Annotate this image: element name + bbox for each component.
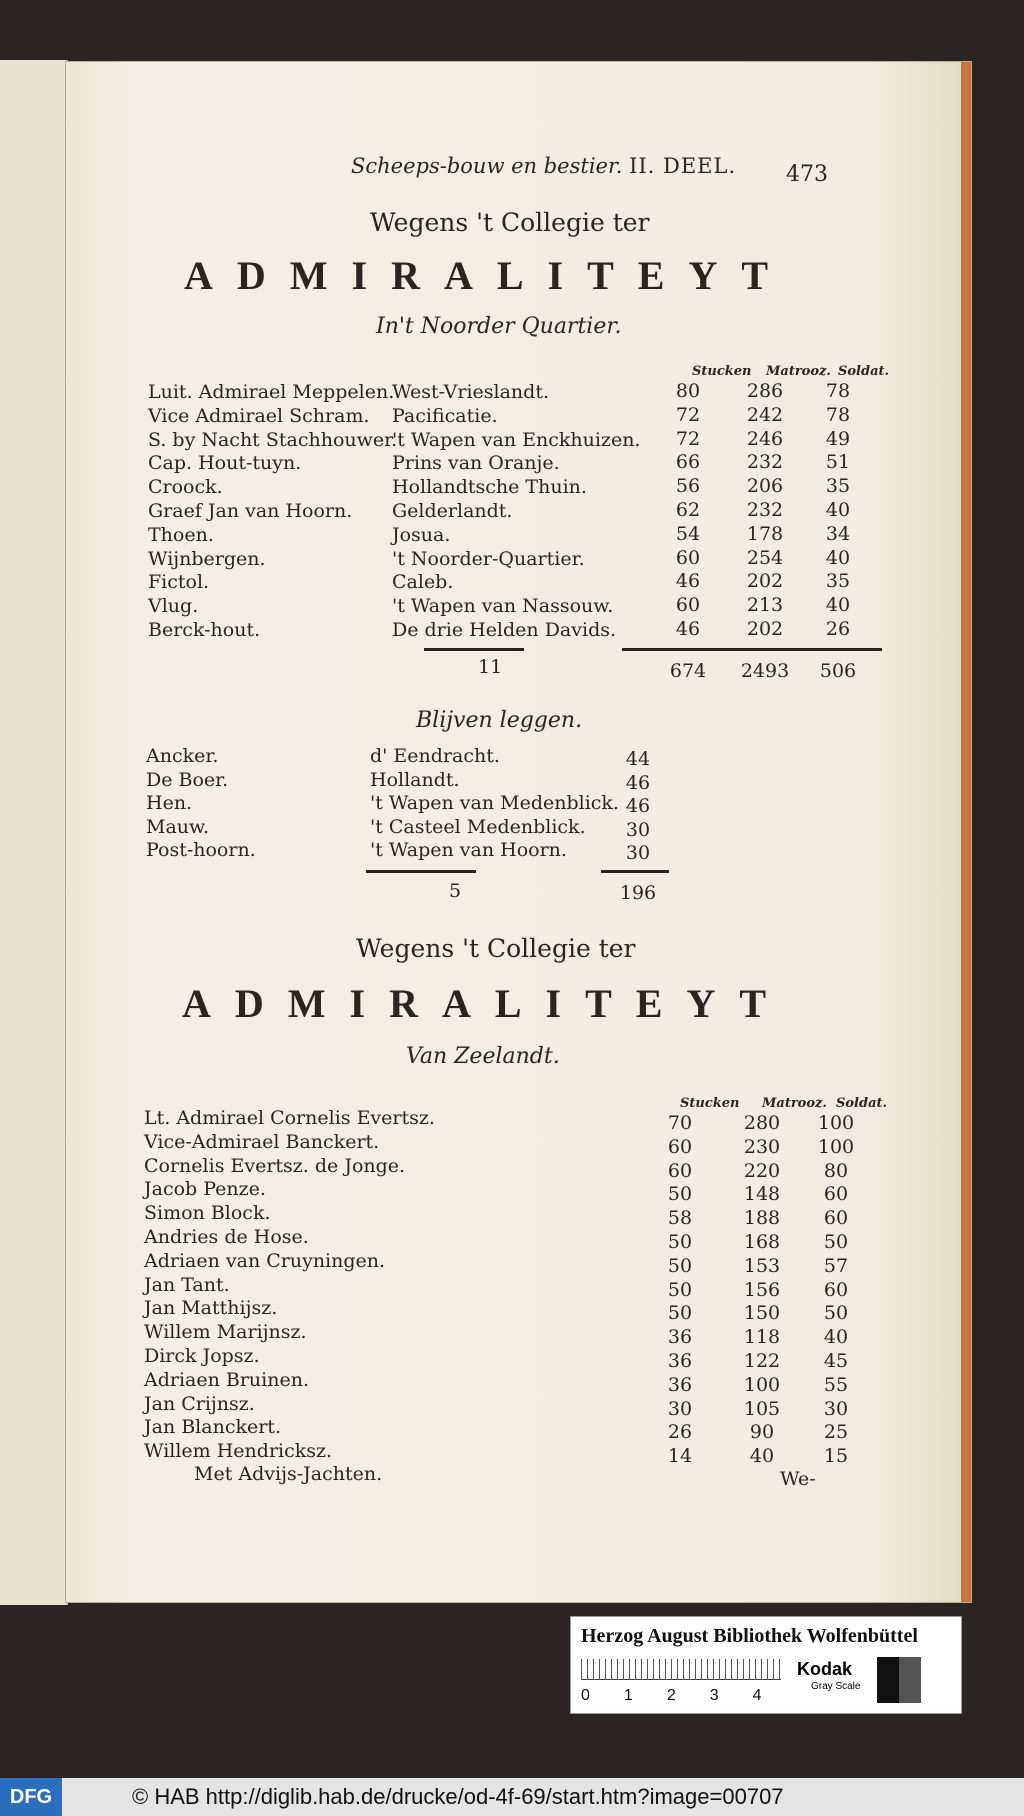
captain-name: Lt. Admirael Cornelis Evertsz. [144, 1107, 435, 1129]
ship-name: Pacificatie. [392, 404, 498, 427]
ship-name: 't Noorder-Quartier. [392, 547, 585, 570]
soldat-value: 60 [823, 1183, 849, 1206]
captain-name: Jan Tant. [144, 1273, 230, 1296]
soldat-value: 100 [817, 1112, 855, 1134]
column-header: Stucken [680, 1096, 740, 1111]
ship-name: 't Wapen van Nassouw. [392, 595, 614, 618]
stucken-value: 62 [675, 499, 701, 521]
soldat-value: 51 [825, 451, 851, 474]
dfg-logo: DFG [0, 1778, 62, 1816]
stucken-value: 54 [675, 522, 701, 545]
matrooz-value: 220 [743, 1159, 781, 1182]
matrooz-value: 118 [743, 1326, 781, 1349]
captain-name: Adriaen Bruinen. [144, 1368, 310, 1391]
collegie-heading-1: Wegens 't Collegie ter [370, 208, 650, 237]
captain-name: Andries de Hose. [144, 1226, 309, 1248]
admiraliteyt-title-2: ADMIRALITEYT [182, 981, 791, 1026]
soldat-value: 45 [823, 1350, 849, 1372]
captain-name: Vlug. [148, 595, 199, 618]
library-name: Herzog August Bibliothek Wolfenbüttel [581, 1625, 918, 1647]
captain-name: Vice-Admirael Banckert. [144, 1130, 380, 1153]
ship-name: 't Wapen van Hoorn. [370, 839, 567, 861]
closing-line: Met Advijs-Jachten. [194, 1463, 383, 1485]
book-page [66, 62, 971, 1602]
captain-name: Jan Matthijsz. [144, 1297, 278, 1320]
ship-name: Prins van Oranje. [392, 452, 560, 475]
captain-name: Cornelis Evertsz. de Jonge. [144, 1154, 406, 1177]
column-header: Soldat. [838, 364, 890, 379]
matrooz-value: 213 [746, 594, 784, 617]
stucken-value: 46 [675, 570, 701, 593]
stucken-value: 50 [667, 1278, 693, 1301]
captain-name: Willem Marijnsz. [144, 1321, 307, 1344]
matrooz-value: 153 [743, 1254, 781, 1277]
matrooz-value: 90 [749, 1421, 775, 1444]
soldat-value: 35 [825, 475, 851, 498]
soldat-total: 506 [819, 660, 857, 682]
stucken-value: 60 [667, 1135, 693, 1158]
stucken-value: 46 [675, 618, 701, 640]
gray-scale-label: Gray Scale [811, 1681, 861, 1692]
catchword: We- [780, 1468, 816, 1490]
soldat-value: 40 [825, 594, 851, 617]
section1-subtitle: In't Noorder Quartier. [376, 314, 622, 339]
soldat-value: 50 [823, 1302, 849, 1325]
captain-name: Adriaen van Cruyningen. [144, 1249, 386, 1272]
soldat-value: 50 [823, 1231, 849, 1253]
ship-name: De drie Helden Davids. [392, 619, 617, 641]
matrooz-value: 254 [746, 546, 784, 569]
ship-name: Caleb. [392, 571, 454, 594]
matrooz-value: 156 [743, 1278, 781, 1301]
stucken-value: 58 [667, 1207, 693, 1230]
stucken-value: 60 [675, 594, 701, 617]
ship-count-total: 5 [449, 880, 462, 902]
captain-name: Hen. [146, 792, 193, 814]
running-header [351, 154, 736, 178]
captain-name: Jacob Penze. [144, 1178, 266, 1201]
ship-name: 't Wapen van Medenblick. [370, 792, 619, 814]
matrooz-value: 232 [746, 451, 784, 474]
matrooz-value: 168 [743, 1231, 781, 1253]
stucken-value: 50 [667, 1183, 693, 1206]
soldat-value: 57 [823, 1254, 849, 1277]
matrooz-value: 150 [743, 1302, 781, 1325]
stucken-value: 56 [675, 475, 701, 498]
stucken-value: 14 [667, 1445, 693, 1468]
soldat-value: 60 [823, 1278, 849, 1301]
soldat-value: 80 [823, 1159, 849, 1182]
total-rule [366, 870, 476, 873]
captain-name: De Boer. [146, 768, 229, 791]
captain-name: Fictol. [148, 571, 210, 594]
ruler-tick-label: 2 [666, 1687, 676, 1704]
captain-name: Croock. [148, 476, 223, 499]
captain-name: Jan Crijnsz. [144, 1392, 255, 1415]
stucken-value: 80 [675, 380, 701, 402]
soldat-value: 40 [823, 1326, 849, 1349]
stucken-value: 36 [667, 1326, 693, 1349]
stucken-value: 30 [625, 842, 651, 864]
stucken-value: 50 [667, 1302, 693, 1325]
ship-name: 't Casteel Medenblick. [370, 815, 586, 838]
gray-swatch [877, 1657, 921, 1703]
admiraliteyt-title-1: ADMIRALITEYT [184, 253, 793, 298]
stucken-value: 72 [675, 403, 701, 426]
soldat-value: 34 [825, 522, 851, 545]
captain-name: Ancker. [146, 745, 219, 767]
page-number: 473 [786, 162, 828, 187]
column-header: Soldat. [836, 1096, 888, 1111]
stucken-value: 72 [675, 427, 701, 450]
stucken-value: 26 [667, 1421, 693, 1444]
stucken-value: 60 [675, 546, 701, 569]
soldat-value: 40 [825, 546, 851, 569]
captain-name: Thoen. [148, 523, 214, 546]
ruler-tick-label: 0 [581, 1687, 590, 1704]
section2-subtitle: Van Zeelandt. [406, 1044, 560, 1069]
stucken-value: 46 [625, 771, 651, 794]
ruler-tick-label: 3 [709, 1687, 719, 1704]
captain-name: Vice Admirael Schram. [148, 404, 370, 427]
stucken-value: 46 [625, 795, 651, 817]
column-header: Matrooz. [766, 364, 831, 379]
column-header: Matrooz. [762, 1096, 827, 1111]
matrooz-value: 206 [746, 475, 784, 498]
left-facing-page [0, 60, 68, 1605]
soldat-value: 15 [823, 1445, 849, 1468]
matrooz-total: 2493 [740, 660, 790, 682]
page-content [66, 62, 961, 1602]
stucken-value: 50 [667, 1231, 693, 1253]
matrooz-value: 148 [743, 1183, 781, 1206]
header-title: Scheeps-bouw en bestier. [351, 154, 623, 178]
stucken-value: 30 [667, 1397, 693, 1420]
matrooz-value: 246 [746, 427, 784, 450]
blijven-title: Blijven leggen. [416, 708, 583, 733]
total-rule [601, 870, 669, 873]
captain-name: Cap. Hout-tuyn. [148, 452, 302, 475]
ship-name: Gelderlandt. [392, 500, 513, 522]
stucken-value: 36 [667, 1350, 693, 1372]
ship-name: Hollandtsche Thuin. [392, 476, 587, 499]
kodak-logo: Kodak [797, 1659, 853, 1679]
captain-name: Mauw. [146, 815, 210, 838]
stucken-total: 674 [669, 660, 707, 682]
soldat-value: 35 [825, 570, 851, 593]
captain-name: Wijnbergen. [148, 547, 266, 570]
stucken-value: 36 [667, 1373, 693, 1396]
stucken-value: 60 [667, 1159, 693, 1182]
matrooz-value: 188 [743, 1207, 781, 1230]
header-deel: II. DEEL. [629, 154, 737, 178]
matrooz-value: 242 [746, 403, 784, 426]
soldat-value: 40 [825, 499, 851, 521]
matrooz-value: 40 [749, 1445, 775, 1468]
soldat-value: 49 [825, 427, 851, 450]
captain-name: Dirck Jopsz. [144, 1345, 260, 1367]
ship-name: 't Wapen van Enckhuizen. [392, 428, 641, 451]
soldat-value: 26 [825, 618, 851, 640]
captain-name: Luit. Admirael Meppelen. [148, 381, 395, 403]
soldat-value: 78 [825, 403, 851, 426]
source-url[interactable]: © HAB http://diglib.hab.de/drucke/od-4f-69/start.htm?image=00707 [132, 1784, 784, 1809]
soldat-value: 100 [817, 1135, 855, 1158]
ship-name: d' Eendracht. [370, 745, 500, 767]
stucken-value: 50 [667, 1254, 693, 1277]
captain-name: Graef Jan van Hoorn. [148, 500, 353, 522]
captain-name: Simon Block. [144, 1202, 271, 1225]
ruler-tick-label: 4 [752, 1687, 762, 1704]
stucken-total: 196 [619, 882, 657, 904]
matrooz-value: 105 [743, 1397, 781, 1420]
ship-name: Hollandt. [370, 768, 460, 791]
ruler-ticks [581, 1687, 796, 1705]
captain-name: Post-hoorn. [146, 839, 256, 861]
ship-count-total: 11 [478, 656, 503, 678]
stucken-value: 66 [675, 451, 701, 474]
matrooz-value: 122 [743, 1350, 781, 1372]
soldat-value: 78 [825, 380, 851, 402]
stucken-value: 44 [625, 748, 651, 770]
captain-name: Berck-hout. [148, 619, 261, 641]
ruler-scale [581, 1659, 781, 1680]
captain-name: S. by Nacht Stachhouwer. [148, 428, 398, 451]
soldat-value: 55 [823, 1373, 849, 1396]
viewer-footer [0, 1778, 1024, 1816]
total-rule [424, 648, 524, 651]
library-color-chart [570, 1616, 962, 1714]
collegie-heading-2: Wegens 't Collegie ter [356, 934, 636, 963]
soldat-value: 60 [823, 1207, 849, 1230]
matrooz-value: 280 [743, 1112, 781, 1134]
matrooz-value: 286 [746, 380, 784, 402]
soldat-value: 30 [823, 1397, 849, 1420]
matrooz-value: 178 [746, 522, 784, 545]
matrooz-value: 202 [746, 618, 784, 640]
matrooz-value: 202 [746, 570, 784, 593]
matrooz-value: 232 [746, 499, 784, 521]
ship-name: West-Vrieslandt. [392, 381, 550, 403]
column-header: Stucken [692, 364, 752, 379]
captain-name: Jan Blanckert. [144, 1416, 281, 1439]
total-rule [622, 648, 882, 651]
matrooz-value: 230 [743, 1135, 781, 1158]
captain-name: Willem Hendricksz. [144, 1440, 333, 1463]
ship-name: Josua. [392, 523, 451, 546]
soldat-value: 25 [823, 1421, 849, 1444]
matrooz-value: 100 [743, 1373, 781, 1396]
stucken-value: 70 [667, 1112, 693, 1134]
ruler-tick-label: 1 [623, 1687, 633, 1704]
stucken-value: 30 [625, 818, 651, 841]
